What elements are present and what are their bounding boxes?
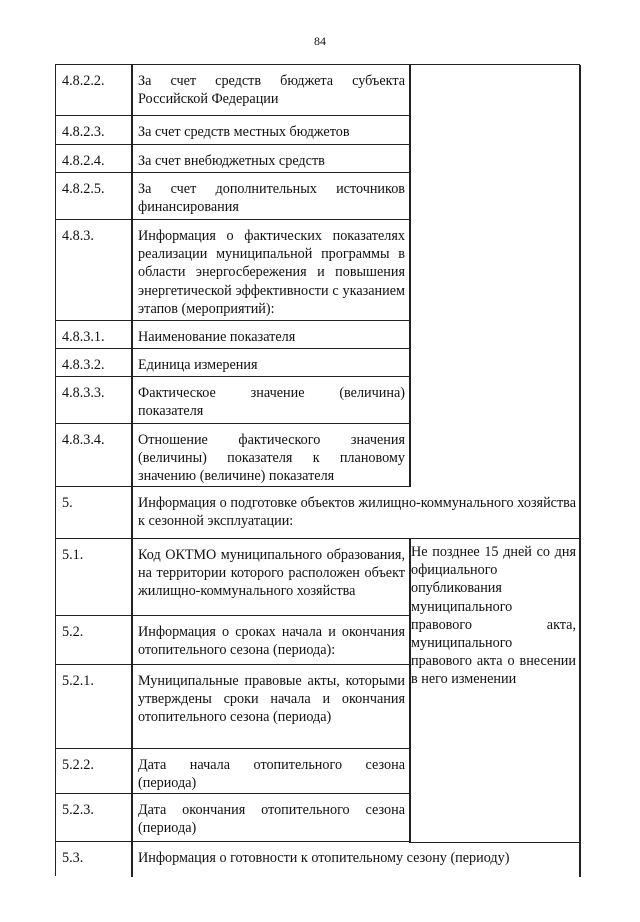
deadline-cell-bottom (409, 842, 581, 843)
table-row (56, 321, 409, 349)
row-text: За счет средств местных бюджетов (138, 124, 350, 140)
row-number: 4.8.2.4. (62, 153, 105, 169)
row-number: 5. (62, 495, 73, 511)
row-text: Наименование показателя (138, 329, 296, 345)
table-row (56, 65, 409, 116)
deadline-cell-text: Не позднее 15 дней со дня официального опубликования муниципального правового акта, муниципального правового акта о внесении в него изменении (411, 544, 576, 688)
row-text: Фактическое значение (величина) показателя (138, 385, 405, 420)
table-row (56, 424, 409, 487)
table-row (56, 665, 409, 749)
row-number: 4.8.3.3. (62, 385, 105, 401)
row-text: За счет дополнительных источников финансирования (138, 181, 405, 216)
table-right-border (579, 65, 581, 877)
row-text: Отношение фактического значения (величины) показателя к плановому значению (величине) показателя (138, 432, 405, 485)
row-text: Информация о готовности к отопительному сезону (периоду) (138, 850, 510, 866)
row-number: 4.8.2.5. (62, 181, 105, 197)
column-divider-number (131, 65, 133, 877)
table-row (56, 842, 581, 877)
table-row (56, 749, 409, 794)
table-row (56, 145, 409, 173)
row-number: 5.3. (62, 850, 84, 866)
row-number: 5.2.1. (62, 673, 94, 689)
table-row (56, 349, 409, 377)
row-number: 5.2.3. (62, 802, 94, 818)
row-number: 4.8.3.4. (62, 432, 105, 448)
table-row (56, 487, 581, 539)
row-number: 4.8.3.1. (62, 329, 105, 345)
page-number: 84 (314, 34, 326, 48)
row-number: 4.8.3.2. (62, 357, 105, 373)
column-divider-deadline-upper (409, 65, 411, 487)
row-text: Единица измерения (138, 357, 258, 373)
row-number: 4.8.3. (62, 228, 94, 244)
row-text: Дата начала отопительного сезона (периода) (138, 757, 405, 792)
row-number: 4.8.2.2. (62, 73, 105, 89)
data-table (55, 64, 580, 876)
row-text: Муниципальные правовые акты, которыми утверждены сроки начала и окончания отопительного сезона (периода) (138, 673, 405, 726)
row-text: Информация о сроках начала и окончания отопительного сезона (периода): (138, 624, 405, 659)
table-row (56, 616, 409, 665)
table-row (56, 220, 409, 321)
row-text: Дата окончания отопительного сезона (периода) (138, 802, 405, 837)
row-text: Информация о подготовке объектов жилищно-коммунального хозяйства к сезонной эксплуатации: (138, 495, 576, 530)
table-row (56, 116, 409, 145)
row-text: За счет средств бюджета субъекта Российской Федерации (138, 73, 405, 108)
row-number: 5.1. (62, 547, 84, 563)
table-row (56, 173, 409, 220)
row-text: Информация о фактических показателях реализации муниципальной программы в области энергосбережения и повышения энергетической эффективности с указанием этапов (мероприятий): (138, 228, 405, 317)
row-text: За счет внебюджетных средств (138, 153, 325, 169)
table-row (56, 794, 409, 842)
row-number: 5.2. (62, 624, 84, 640)
table-row (56, 539, 409, 616)
table-row (56, 377, 409, 424)
row-number: 5.2.2. (62, 757, 94, 773)
row-text: Код ОКТМО муниципального образования, на территории которого расположен объект жилищно-коммунального хозяйства (138, 547, 405, 600)
row-number: 4.8.2.3. (62, 124, 105, 140)
